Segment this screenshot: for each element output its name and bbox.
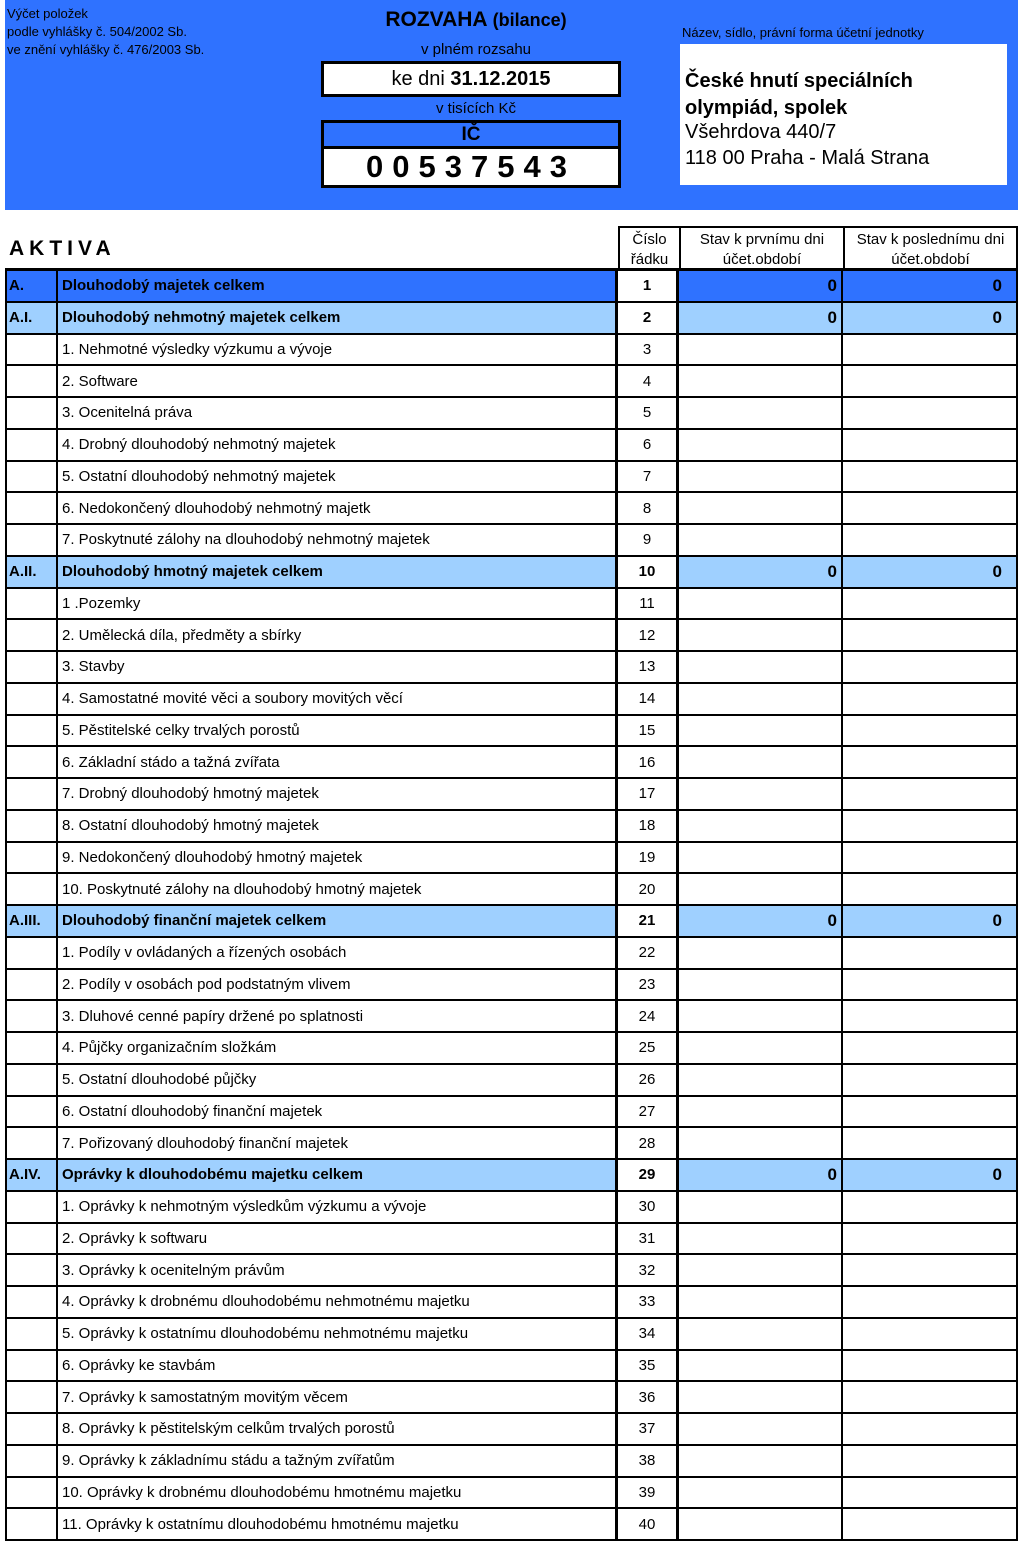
- row-code: [5, 366, 58, 396]
- row-value-first: [679, 366, 843, 396]
- row-value-first: [679, 747, 843, 777]
- row-code: [5, 1128, 58, 1158]
- row-value-first: [679, 1033, 843, 1063]
- row-value-first: [679, 938, 843, 968]
- row-value-last: [843, 779, 1018, 809]
- row-value-last: [843, 398, 1018, 428]
- row-code: [5, 1224, 58, 1254]
- row-value-first: [679, 684, 843, 714]
- row-code: [5, 1414, 58, 1444]
- row-value-last: [843, 1192, 1018, 1222]
- row-number: 29: [618, 1160, 679, 1190]
- row-number: 39: [618, 1478, 679, 1508]
- legal-note-line: Výčet položek: [7, 6, 88, 21]
- row-label: 7. Pořizovaný dlouhodobý finanční majetek: [58, 1128, 618, 1158]
- row-label: 1. Nehmotné výsledky výzkumu a vývoje: [58, 335, 618, 365]
- row-value-last: [843, 366, 1018, 396]
- row-value-first: [679, 811, 843, 841]
- table-row: [5, 1097, 1018, 1129]
- row-value-last: [843, 747, 1018, 777]
- table-row: [5, 1287, 1018, 1319]
- table-row: [5, 1065, 1018, 1097]
- row-code: [5, 843, 58, 873]
- row-code: [5, 1033, 58, 1063]
- row-label: 8. Oprávky k pěstitelským celkům trvalých porostů: [58, 1414, 618, 1444]
- row-label: 3. Stavby: [58, 652, 618, 682]
- row-value-first: 0: [679, 271, 843, 301]
- table-row: [5, 589, 1018, 621]
- row-label: 2. Oprávky k softwaru: [58, 1224, 618, 1254]
- row-number: 22: [618, 938, 679, 968]
- row-value-first: [679, 589, 843, 619]
- row-value-last: [843, 1319, 1018, 1349]
- row-label: Dlouhodobý hmotný majetek celkem: [58, 557, 618, 587]
- row-value-first: [679, 1351, 843, 1381]
- row-value-first: [679, 779, 843, 809]
- table-row: [5, 747, 1018, 779]
- org-street: Všehrdova 440/7: [685, 121, 837, 143]
- table-row: [5, 874, 1018, 906]
- title-main: ROZVAHA: [385, 8, 487, 31]
- row-label: 4. Oprávky k drobnému dlouhodobému nehmotnému majetku: [58, 1287, 618, 1317]
- row-label: 5. Pěstitelské celky trvalých porostů: [58, 716, 618, 746]
- row-number: 26: [618, 1065, 679, 1095]
- row-code: [5, 430, 58, 460]
- row-value-last: [843, 1478, 1018, 1508]
- row-value-first: [679, 843, 843, 873]
- row-label: Oprávky k dlouhodobému majetku celkem: [58, 1160, 618, 1190]
- table-row: [5, 1382, 1018, 1414]
- row-code: [5, 1319, 58, 1349]
- row-label: 1. Podíly v ovládaných a řízených osobách: [58, 938, 618, 968]
- row-code: [5, 589, 58, 619]
- row-number: 23: [618, 970, 679, 1000]
- row-value-first: 0: [679, 557, 843, 587]
- row-code: [5, 335, 58, 365]
- row-number: 14: [618, 684, 679, 714]
- org-caption: Název, sídlo, právní forma účetní jednotky: [682, 25, 924, 40]
- row-code: [5, 874, 58, 904]
- row-value-last: 0: [843, 271, 1018, 301]
- table-row: [5, 398, 1018, 430]
- row-value-last: [843, 811, 1018, 841]
- row-code: [5, 652, 58, 682]
- row-number: 5: [618, 398, 679, 428]
- row-value-first: [679, 970, 843, 1000]
- row-number: 31: [618, 1224, 679, 1254]
- row-code: [5, 1478, 58, 1508]
- row-value-last: [843, 1509, 1018, 1539]
- row-label: 4. Půjčky organizačním složkám: [58, 1033, 618, 1063]
- row-number: 2: [618, 303, 679, 333]
- row-value-last: 0: [843, 557, 1018, 587]
- legal-note-line: podle vyhlášky č. 504/2002 Sb.: [7, 24, 187, 39]
- row-label: 3. Oprávky k ocenitelným právům: [58, 1255, 618, 1285]
- table-row: [5, 1192, 1018, 1224]
- row-number: 7: [618, 462, 679, 492]
- row-value-last: [843, 1128, 1018, 1158]
- row-code: [5, 684, 58, 714]
- row-code: [5, 462, 58, 492]
- table-row: [5, 462, 1018, 494]
- row-code: [5, 779, 58, 809]
- table-row: [5, 843, 1018, 875]
- ic-label: IČ: [324, 123, 618, 149]
- row-value-last: [843, 970, 1018, 1000]
- row-code: [5, 493, 58, 523]
- row-code: A.: [5, 271, 58, 301]
- table-row: [5, 1414, 1018, 1446]
- row-value-last: [843, 589, 1018, 619]
- row-label: 7. Oprávky k samostatným movitým věcem: [58, 1382, 618, 1412]
- row-value-last: [843, 1065, 1018, 1095]
- table-row: [5, 811, 1018, 843]
- row-label: 7. Poskytnuté zálohy na dlouhodobý nehmotný majetek: [58, 525, 618, 555]
- table-row: [5, 779, 1018, 811]
- column-header-last-day: Stav k poslednímu dni účet.období: [843, 226, 1018, 269]
- row-number: 6: [618, 430, 679, 460]
- row-label: 1 .Pozemky: [58, 589, 618, 619]
- row-number: 30: [618, 1192, 679, 1222]
- column-header-first-day: Stav k prvnímu dni účet.období: [679, 226, 845, 269]
- row-code: A.II.: [5, 557, 58, 587]
- row-label: Dlouhodobý nehmotný majetek celkem: [58, 303, 618, 333]
- row-label: 9. Nedokončený dlouhodobý hmotný majetek: [58, 843, 618, 873]
- row-number: 24: [618, 1001, 679, 1031]
- row-label: 5. Ostatní dlouhodobé půjčky: [58, 1065, 618, 1095]
- table-row: [5, 1446, 1018, 1478]
- table-row: [5, 366, 1018, 398]
- row-value-last: [843, 716, 1018, 746]
- table-row: [5, 493, 1018, 525]
- row-value-first: [679, 652, 843, 682]
- row-number: 28: [618, 1128, 679, 1158]
- row-label: 7. Drobný dlouhodobý hmotný majetek: [58, 779, 618, 809]
- row-code: A.IV.: [5, 1160, 58, 1190]
- table-row: [5, 716, 1018, 748]
- row-label: 11. Oprávky k ostatnímu dlouhodobému hmotnému majetku: [58, 1509, 618, 1539]
- row-code: [5, 525, 58, 555]
- row-value-first: [679, 1382, 843, 1412]
- row-number: 16: [618, 747, 679, 777]
- row-value-last: [843, 684, 1018, 714]
- row-label: 6. Oprávky ke stavbám: [58, 1351, 618, 1381]
- row-number: 9: [618, 525, 679, 555]
- row-value-last: [843, 1351, 1018, 1381]
- row-number: 25: [618, 1033, 679, 1063]
- table-row: [5, 1001, 1018, 1033]
- row-value-last: [843, 1382, 1018, 1412]
- row-code: [5, 1192, 58, 1222]
- ic-value: 00537543: [366, 149, 576, 184]
- row-code: [5, 1382, 58, 1412]
- row-value-last: [843, 462, 1018, 492]
- table-row-total: [5, 271, 1018, 303]
- row-code: [5, 1255, 58, 1285]
- row-number: 18: [618, 811, 679, 841]
- title-sub: (bilance): [492, 10, 567, 30]
- row-value-first: [679, 493, 843, 523]
- row-value-first: [679, 1446, 843, 1476]
- date-prefix: ke dni: [391, 68, 445, 90]
- table-row: [5, 1509, 1018, 1541]
- row-value-last: [843, 430, 1018, 460]
- row-number: 12: [618, 620, 679, 650]
- row-label: 5. Ostatní dlouhodobý nehmotný majetek: [58, 462, 618, 492]
- row-value-last: [843, 525, 1018, 555]
- table-row-section: [5, 1160, 1018, 1192]
- row-number: 40: [618, 1509, 679, 1539]
- row-label: 9. Oprávky k základnímu stádu a tažným zvířatům: [58, 1446, 618, 1476]
- row-code: [5, 1287, 58, 1317]
- table-row: [5, 620, 1018, 652]
- row-number: 32: [618, 1255, 679, 1285]
- row-value-first: [679, 1097, 843, 1127]
- row-number: 34: [618, 1319, 679, 1349]
- table-row: [5, 1033, 1018, 1065]
- row-code: A.III.: [5, 906, 58, 936]
- row-value-first: [679, 1287, 843, 1317]
- row-value-last: [843, 938, 1018, 968]
- row-number: 8: [618, 493, 679, 523]
- row-value-last: 0: [843, 906, 1018, 936]
- row-value-last: [843, 1414, 1018, 1444]
- row-number: 21: [618, 906, 679, 936]
- row-number: 3: [618, 335, 679, 365]
- row-number: 33: [618, 1287, 679, 1317]
- row-number: 19: [618, 843, 679, 873]
- row-number: 15: [618, 716, 679, 746]
- table-row-section: [5, 557, 1018, 589]
- row-value-last: [843, 1033, 1018, 1063]
- row-code: [5, 620, 58, 650]
- row-value-last: [843, 493, 1018, 523]
- row-label: 6. Základní stádo a tažná zvířata: [58, 747, 618, 777]
- row-code: [5, 1509, 58, 1539]
- row-value-first: [679, 398, 843, 428]
- row-value-last: 0: [843, 1160, 1018, 1190]
- row-label: 8. Ostatní dlouhodobý hmotný majetek: [58, 811, 618, 841]
- column-header-row-number: Číslo řádku: [618, 226, 681, 269]
- row-code: [5, 1097, 58, 1127]
- row-value-first: [679, 1255, 843, 1285]
- row-value-last: [843, 1224, 1018, 1254]
- row-code: [5, 398, 58, 428]
- table-row: [5, 1319, 1018, 1351]
- row-value-last: [843, 1255, 1018, 1285]
- row-number: 13: [618, 652, 679, 682]
- row-code: A.I.: [5, 303, 58, 333]
- row-code: [5, 716, 58, 746]
- table-row: [5, 1255, 1018, 1287]
- balance-table-body: [5, 268, 1018, 1541]
- row-label: 1. Oprávky k nehmotným výsledkům výzkumu a vývoje: [58, 1192, 618, 1222]
- row-value-last: [843, 1446, 1018, 1476]
- row-label: 2. Software: [58, 366, 618, 396]
- table-row-section: [5, 303, 1018, 335]
- row-code: [5, 1446, 58, 1476]
- row-value-first: [679, 462, 843, 492]
- row-value-first: [679, 1478, 843, 1508]
- row-value-last: [843, 620, 1018, 650]
- row-label: 2. Umělecká díla, předměty a sbírky: [58, 620, 618, 650]
- row-value-first: [679, 1001, 843, 1031]
- row-label: 10. Poskytnuté zálohy na dlouhodobý hmotný majetek: [58, 874, 618, 904]
- units-text: v tisících Kč: [435, 100, 517, 117]
- table-row: [5, 1128, 1018, 1160]
- row-label: 4. Samostatné movité věci a soubory movitých věcí: [58, 684, 618, 714]
- row-label: 6. Ostatní dlouhodobý finanční majetek: [58, 1097, 618, 1127]
- row-value-first: [679, 874, 843, 904]
- row-code: [5, 970, 58, 1000]
- org-name: České hnutí speciálních olympiád, spolek: [685, 70, 913, 119]
- scope-text: v plném rozsahu: [420, 41, 532, 58]
- row-number: 17: [618, 779, 679, 809]
- row-value-first: [679, 1319, 843, 1349]
- row-label: Dlouhodobý majetek celkem: [58, 271, 618, 301]
- row-code: [5, 1065, 58, 1095]
- row-value-first: 0: [679, 1160, 843, 1190]
- row-number: 38: [618, 1446, 679, 1476]
- table-row: [5, 938, 1018, 970]
- row-value-first: [679, 716, 843, 746]
- table-row: [5, 525, 1018, 557]
- table-row: [5, 335, 1018, 367]
- row-value-last: [843, 843, 1018, 873]
- row-value-last: [843, 1001, 1018, 1031]
- row-value-first: [679, 1192, 843, 1222]
- row-label: 4. Drobný dlouhodobý nehmotný majetek: [58, 430, 618, 460]
- row-code: [5, 1351, 58, 1381]
- table-row: [5, 970, 1018, 1002]
- row-value-last: [843, 1287, 1018, 1317]
- row-code: [5, 1001, 58, 1031]
- row-number: 36: [618, 1382, 679, 1412]
- row-code: [5, 747, 58, 777]
- row-value-first: [679, 1128, 843, 1158]
- row-number: 35: [618, 1351, 679, 1381]
- row-label: 10. Oprávky k drobnému dlouhodobému hmotnému majetku: [58, 1478, 618, 1508]
- row-label: 2. Podíly v osobách pod podstatným vlivem: [58, 970, 618, 1000]
- row-value-first: [679, 1509, 843, 1539]
- row-code: [5, 938, 58, 968]
- row-number: 10: [618, 557, 679, 587]
- section-title: AKTIVA: [9, 237, 116, 260]
- row-number: 37: [618, 1414, 679, 1444]
- row-value-first: [679, 1065, 843, 1095]
- row-number: 27: [618, 1097, 679, 1127]
- date-value: 31.12.2015: [450, 68, 551, 90]
- table-row: [5, 684, 1018, 716]
- row-value-first: [679, 430, 843, 460]
- table-row: [5, 1478, 1018, 1510]
- row-value-first: 0: [679, 303, 843, 333]
- legal-note-line: ve znění vyhlášky č. 476/2003 Sb.: [7, 42, 205, 57]
- row-label: 6. Nedokončený dlouhodobý nehmotný majetk: [58, 493, 618, 523]
- row-label: 3. Ocenitelná práva: [58, 398, 618, 428]
- row-value-last: [843, 652, 1018, 682]
- row-label: Dlouhodobý finanční majetek celkem: [58, 906, 618, 936]
- row-value-last: [843, 874, 1018, 904]
- row-value-first: [679, 335, 843, 365]
- row-code: [5, 811, 58, 841]
- row-value-last: 0: [843, 303, 1018, 333]
- row-number: 11: [618, 589, 679, 619]
- org-city: 118 00 Praha - Malá Strana: [685, 147, 930, 169]
- table-row: [5, 430, 1018, 462]
- row-value-first: 0: [679, 906, 843, 936]
- row-number: 20: [618, 874, 679, 904]
- row-value-first: [679, 1224, 843, 1254]
- row-value-first: [679, 1414, 843, 1444]
- row-number: 4: [618, 366, 679, 396]
- row-value-first: [679, 620, 843, 650]
- table-row: [5, 1224, 1018, 1256]
- row-value-last: [843, 335, 1018, 365]
- row-label: 3. Dluhové cenné papíry držené po splatnosti: [58, 1001, 618, 1031]
- table-row-section: [5, 906, 1018, 938]
- table-row: [5, 652, 1018, 684]
- table-row: [5, 1351, 1018, 1383]
- row-label: 5. Oprávky k ostatnímu dlouhodobému nehmotnému majetku: [58, 1319, 618, 1349]
- row-value-first: [679, 525, 843, 555]
- row-value-last: [843, 1097, 1018, 1127]
- row-number: 1: [618, 271, 679, 301]
